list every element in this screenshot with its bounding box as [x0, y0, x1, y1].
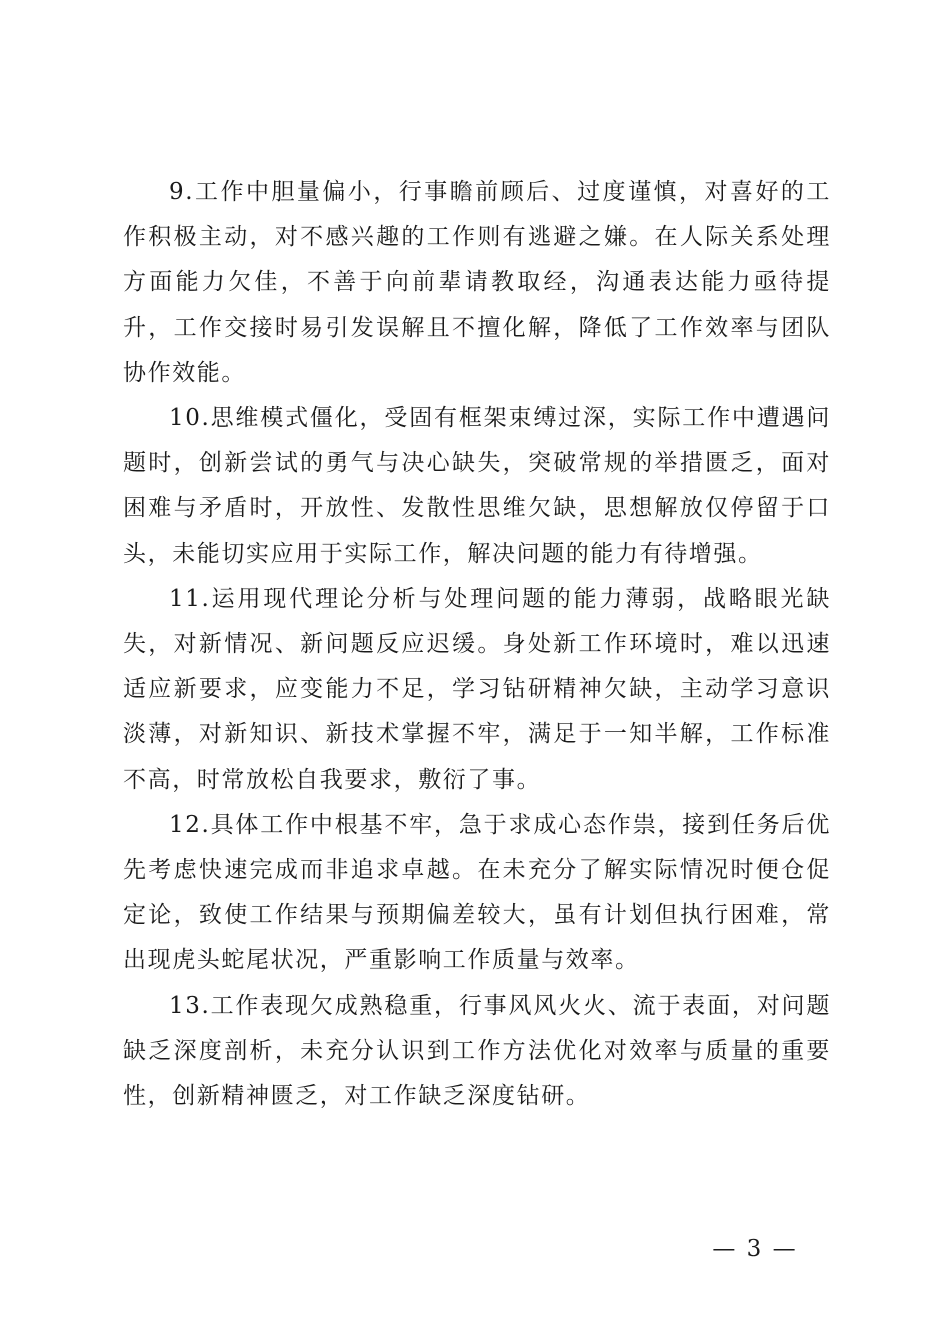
- paragraph-11: 11.运用现代理论分析与处理问题的能力薄弱，战略眼光缺失，对新情况、新问题反应迟缓。身处新工作环境时，难以迅速适应新要求，应变能力不足，学习钻研精神欠缺，主动学习意识淡薄，对新知识、新技术掌握不牢，满足于一知半解，工作标准不高，时常放松自我要求，敷衍了事。: [123, 585, 831, 793]
- paragraph-12: 12.具体工作中根基不牢，急于求成心态作祟，接到任务后优先考虑快速完成而非追求卓越。在未充分了解实际情况时便仓促定论，致使工作结果与预期偏差较大，虽有计划但执行困难，常出现虎头蛇尾状况，严重影响工作质量与效率。: [123, 811, 831, 974]
- paragraph-13: 13.工作表现欠成熟稳重，行事风风火火、流于表面，对问题缺乏深度剖析，未充分认识到工作方法优化对效率与质量的重要性，创新精神匮乏，对工作缺乏深度钻研。: [123, 992, 831, 1110]
- page-number: — 3 —: [712, 1236, 798, 1262]
- document-body: [123, 170, 831, 1119]
- paragraph-9: 9.工作中胆量偏小，行事瞻前顾后、过度谨慎，对喜好的工作积极主动，对不感兴趣的工作则有逃避之嫌。在人际关系处理方面能力欠佳，不善于向前辈请教取经，沟通表达能力亟待提升，工作交接时易引发误解且不擅化解，降低了工作效率与团队协作效能。: [123, 179, 831, 386]
- paragraph-10: 10.思维模式僵化，受固有框架束缚过深，实际工作中遭遇问题时，创新尝试的勇气与决心缺失，突破常规的举措匮乏，面对困难与矛盾时，开放性、发散性思维欠缺，思想解放仅停留于口头，未能切实应用于实际工作，解决问题的能力有待增强。: [123, 405, 831, 567]
